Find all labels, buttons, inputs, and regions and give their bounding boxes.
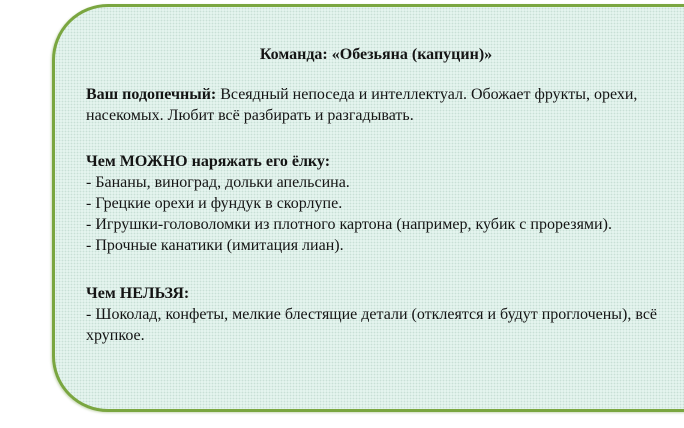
allowed-item: ‐ Прочные канатики (имитация лиан). (86, 237, 344, 254)
allowed-item: ‐ Грецкие орехи и фундук в скорлупе. (86, 195, 343, 212)
forbidden-item: ‐ Шоколад, конфеты, мелкие блестящие детали (отклеятся и будут проглочены), всё хрупкое. (86, 306, 658, 344)
forbidden-heading: Чем НЕЛЬЗЯ: (86, 285, 190, 302)
ward-label: Ваш подопечный: (86, 86, 217, 103)
page-title: Команда: «Обезьяна (капуцин)» (259, 46, 493, 63)
ward-text: Всеядный непоседа и интеллектуал. Обожает фрукты, орехи, насекомых. Любит всё разбирать и разгадывать. (86, 86, 638, 124)
document-text (86, 44, 682, 346)
ward-description (86, 84, 682, 126)
allowed-item: ‐ Бананы, виноград, дольки апельсина. (86, 174, 350, 191)
allowed-item: ‐ Игрушки‐головоломки из плотного картона (например, кубик с прорезями). (86, 216, 612, 233)
allowed-heading: Чем МОЖНО наряжать его ёлку: (86, 153, 331, 170)
